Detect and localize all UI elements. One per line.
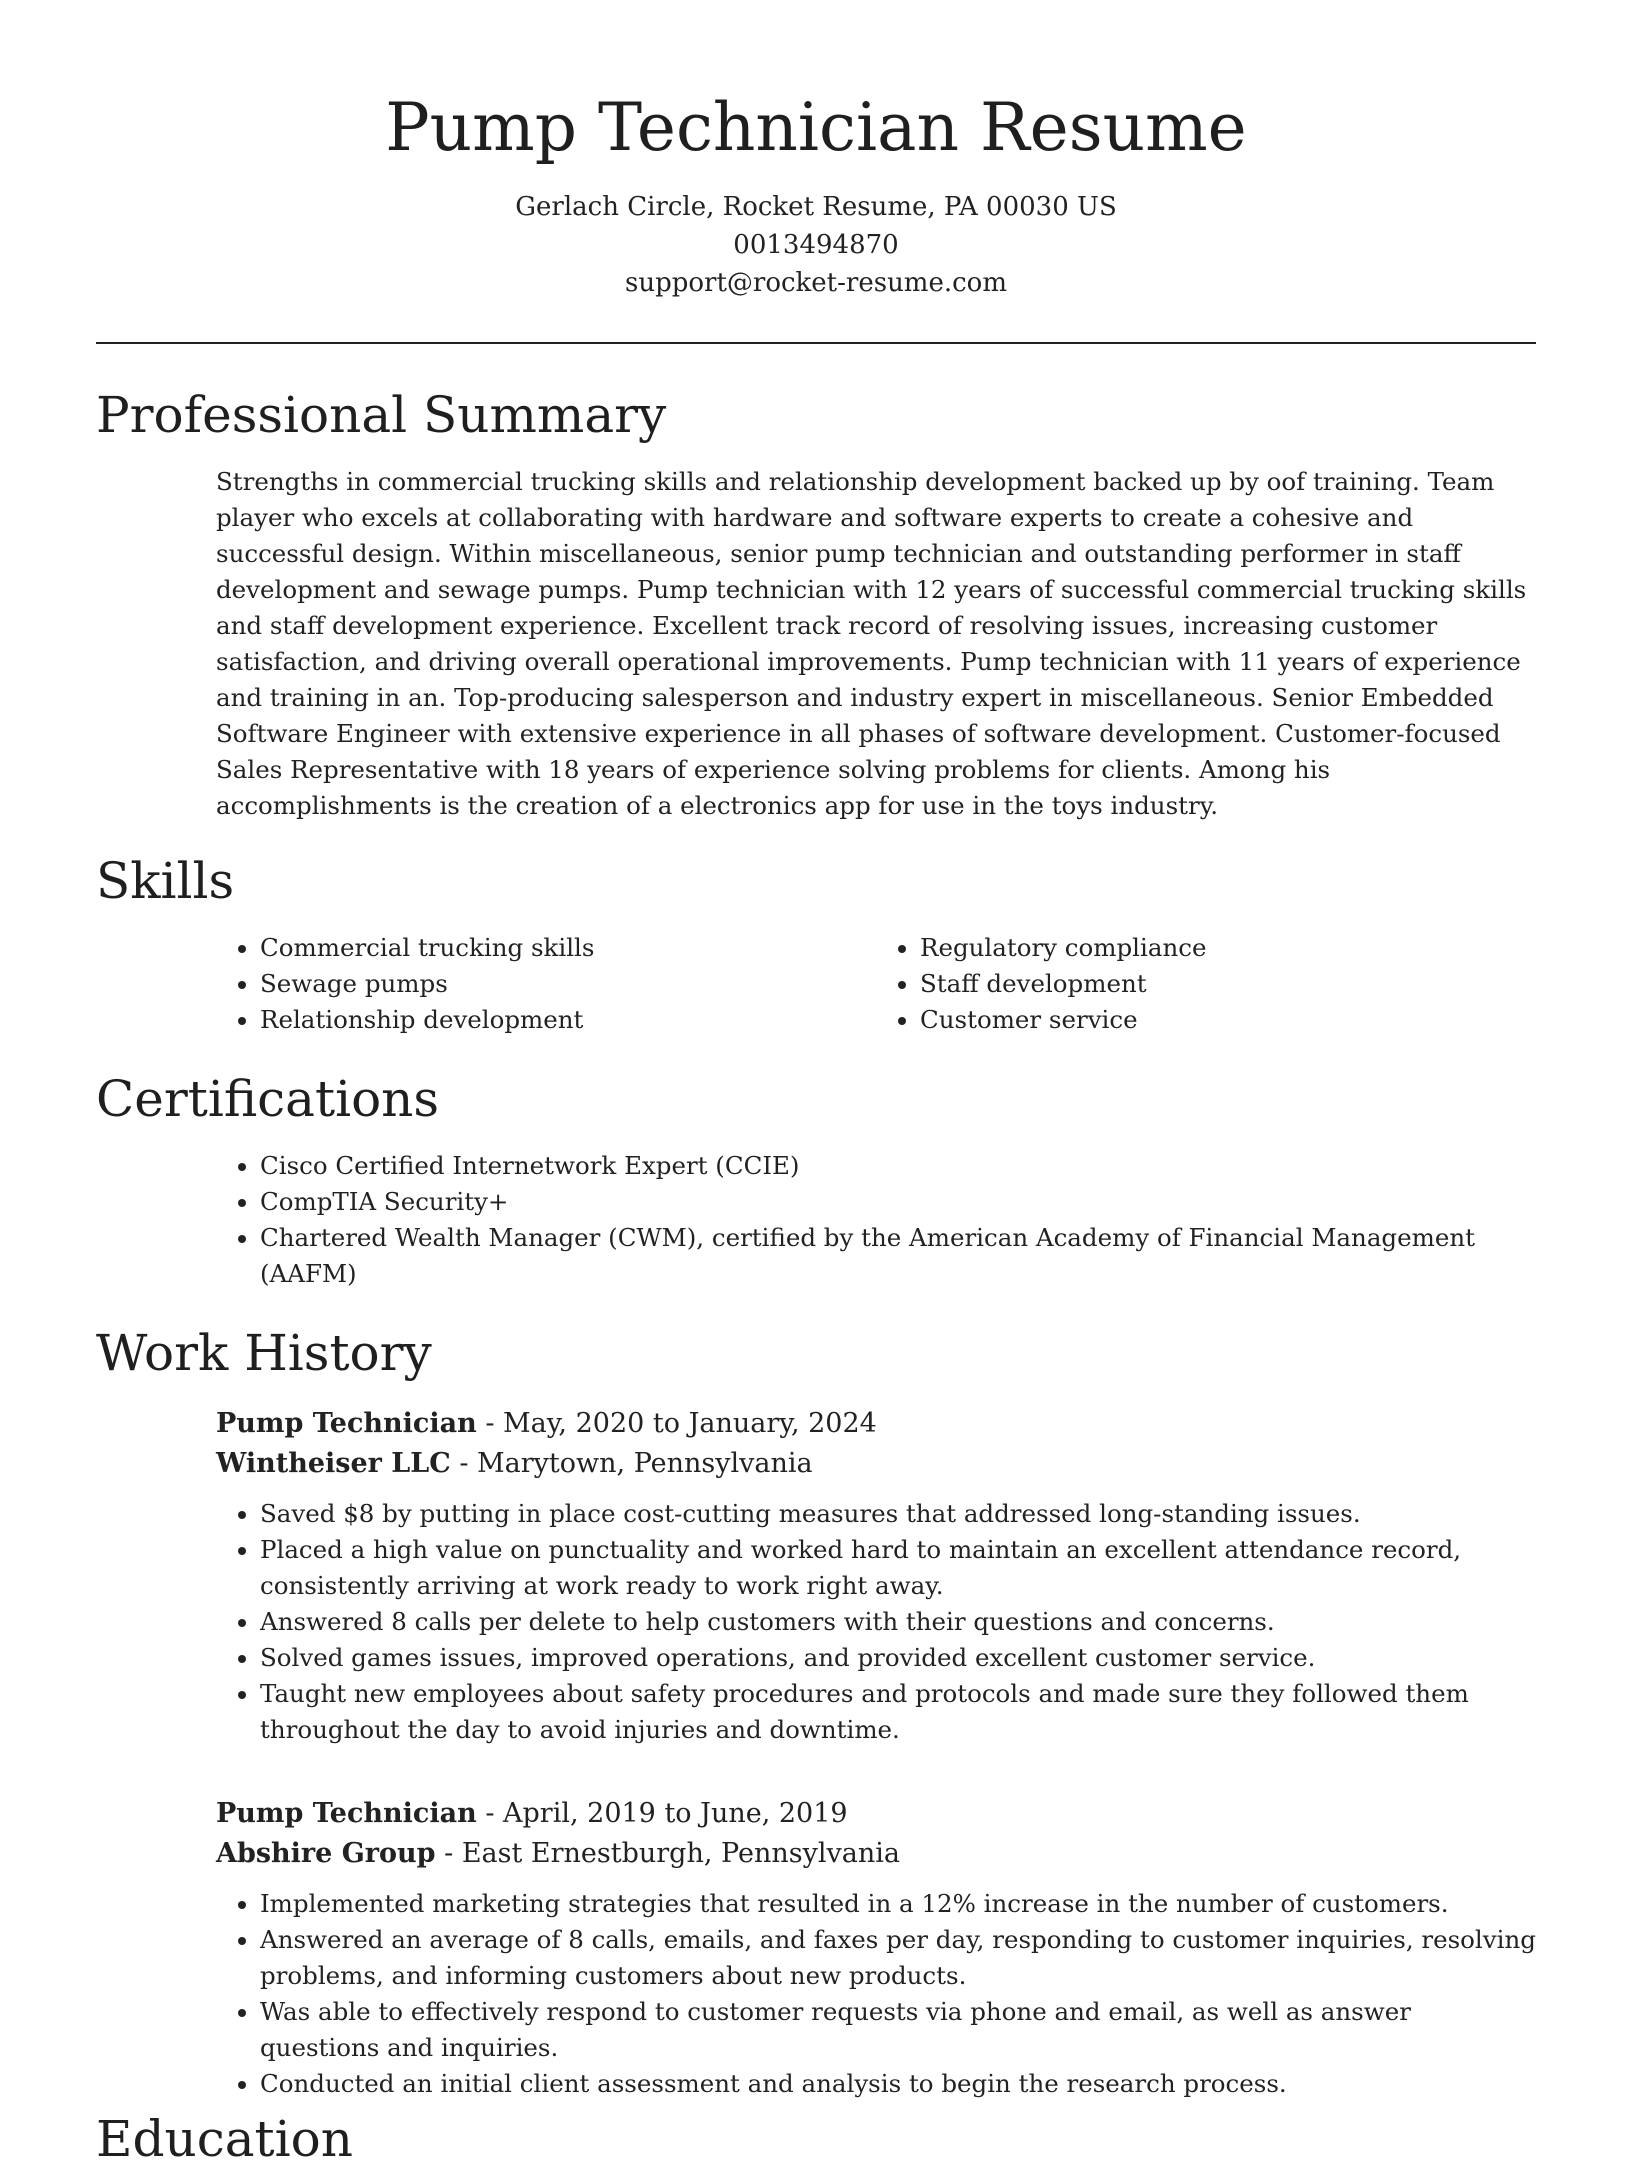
- address-text: Gerlach Circle, Rocket Resume, PA 00030 US: [515, 192, 1117, 222]
- skills-section: [96, 844, 1536, 1038]
- contact-block: [0, 188, 1632, 302]
- phone-text: 0013494870: [733, 230, 899, 260]
- job-entry: [216, 1794, 1536, 2102]
- summary-section: [96, 378, 1536, 824]
- certification-item: • Cisco Certified Internetwork Expert (CCIE): [260, 1148, 1536, 1184]
- work-history-heading: Work History: [96, 1324, 432, 1382]
- job-company: Abshire Group: [216, 1838, 436, 1869]
- job-bullet: • Placed a high value on punctuality and worked hard to maintain an excellent attendance record, consistently arriving at work ready to work right away.: [260, 1532, 1536, 1604]
- skill-item: • Sewage pumps: [260, 966, 876, 1002]
- work-history-section: [96, 1316, 1536, 2102]
- resume-content: [96, 378, 1536, 2176]
- page-title: Pump Technician Resume: [385, 89, 1247, 166]
- skill-item: • Regulatory compliance: [920, 930, 1536, 966]
- job-bullets: [216, 1496, 1536, 1748]
- certification-item: • CompTIA Security+: [260, 1184, 1536, 1220]
- job-dates: - April, 2019 to June, 2019: [476, 1798, 848, 1829]
- job-location: - East Ernestburgh, Pennsylvania: [435, 1838, 900, 1869]
- job-bullet: • Was able to effectively respond to customer requests via phone and email, as well as answer questions and inquiries.: [260, 1994, 1536, 2066]
- job-bullets: [216, 1886, 1536, 2102]
- email-text: support@rocket-resume.com: [624, 268, 1007, 298]
- job-title: Pump Technician: [216, 1408, 477, 1439]
- skill-item: • Customer service: [920, 1002, 1536, 1038]
- certifications-section: [96, 1062, 1536, 1292]
- skills-heading: Skills: [96, 852, 235, 910]
- skill-item: • Staff development: [920, 966, 1536, 1002]
- skills-right-list: [876, 930, 1536, 1038]
- certifications-heading: Certifications: [96, 1070, 440, 1128]
- certification-item: • Chartered Wealth Manager (CWM), certified by the American Academy of Financial Management (AAFM): [260, 1220, 1536, 1292]
- resume-header: [0, 0, 1632, 302]
- job-bullet: • Conducted an initial client assessment and analysis to begin the research process.: [260, 2066, 1536, 2102]
- skill-item: • Commercial trucking skills: [260, 930, 876, 966]
- job-bullet: • Taught new employees about safety procedures and protocols and made sure they followed them throughout the day to avoid injuries and downtime.: [260, 1676, 1536, 1748]
- job-bullet: • Solved games issues, improved operations, and provided excellent customer service.: [260, 1640, 1536, 1676]
- education-section: [96, 2102, 1536, 2176]
- summary-text: Strengths in commercial trucking skills and relationship development backed up by oof training. Team player who excels at collaborating with hardware and software experts to create a cohesive and successful design. Within miscellaneous, senior pump technician and outstanding performer in staff development and sewage pumps. Pump technician with 12 years of successful commercial trucking skills and staff development experience. Excellent track record of resolving issues, increasing customer satisfaction, and driving overall operational improvements. Pump technician with 11 years of experience and training in an. Top-producing salesperson and industry expert in miscellaneous. Senior Embedded Software Engineer with extensive experience in all phases of software development. Customer-focused Sales Representative with 18 years of experience solving problems for clients. Among his accomplishments is the creation of a electronics app for use in the toys industry.: [216, 467, 1527, 820]
- certifications-list: [216, 1148, 1536, 1292]
- job-title: Pump Technician: [216, 1798, 477, 1829]
- header-divider: [96, 342, 1536, 344]
- job-company: Wintheiser LLC: [216, 1448, 451, 1479]
- skill-item: • Relationship development: [260, 1002, 876, 1038]
- job-bullet: • Implemented marketing strategies that resulted in a 12% increase in the number of customers.: [260, 1886, 1536, 1922]
- job-title-line: [216, 1404, 1536, 1444]
- education-heading: Education: [96, 2110, 353, 2168]
- summary-heading: Professional Summary: [96, 386, 667, 444]
- job-entry: [216, 1404, 1536, 1748]
- job-bullet: • Saved $8 by putting in place cost-cutting measures that addressed long-standing issues.: [260, 1496, 1536, 1532]
- job-company-line: [216, 1834, 1536, 1874]
- job-title-line: [216, 1794, 1536, 1834]
- job-bullet: • Answered an average of 8 calls, emails, and faxes per day, responding to customer inquiries, resolving problems, and informing customers about new products.: [260, 1922, 1536, 1994]
- job-bullet: • Answered 8 calls per delete to help customers with their questions and concerns.: [260, 1604, 1536, 1640]
- job-location: - Marytown, Pennsylvania: [450, 1448, 813, 1479]
- skills-grid: [216, 930, 1536, 1038]
- job-dates: - May, 2020 to January, 2024: [476, 1408, 877, 1439]
- skills-left-list: [216, 930, 876, 1038]
- job-company-line: [216, 1444, 1536, 1484]
